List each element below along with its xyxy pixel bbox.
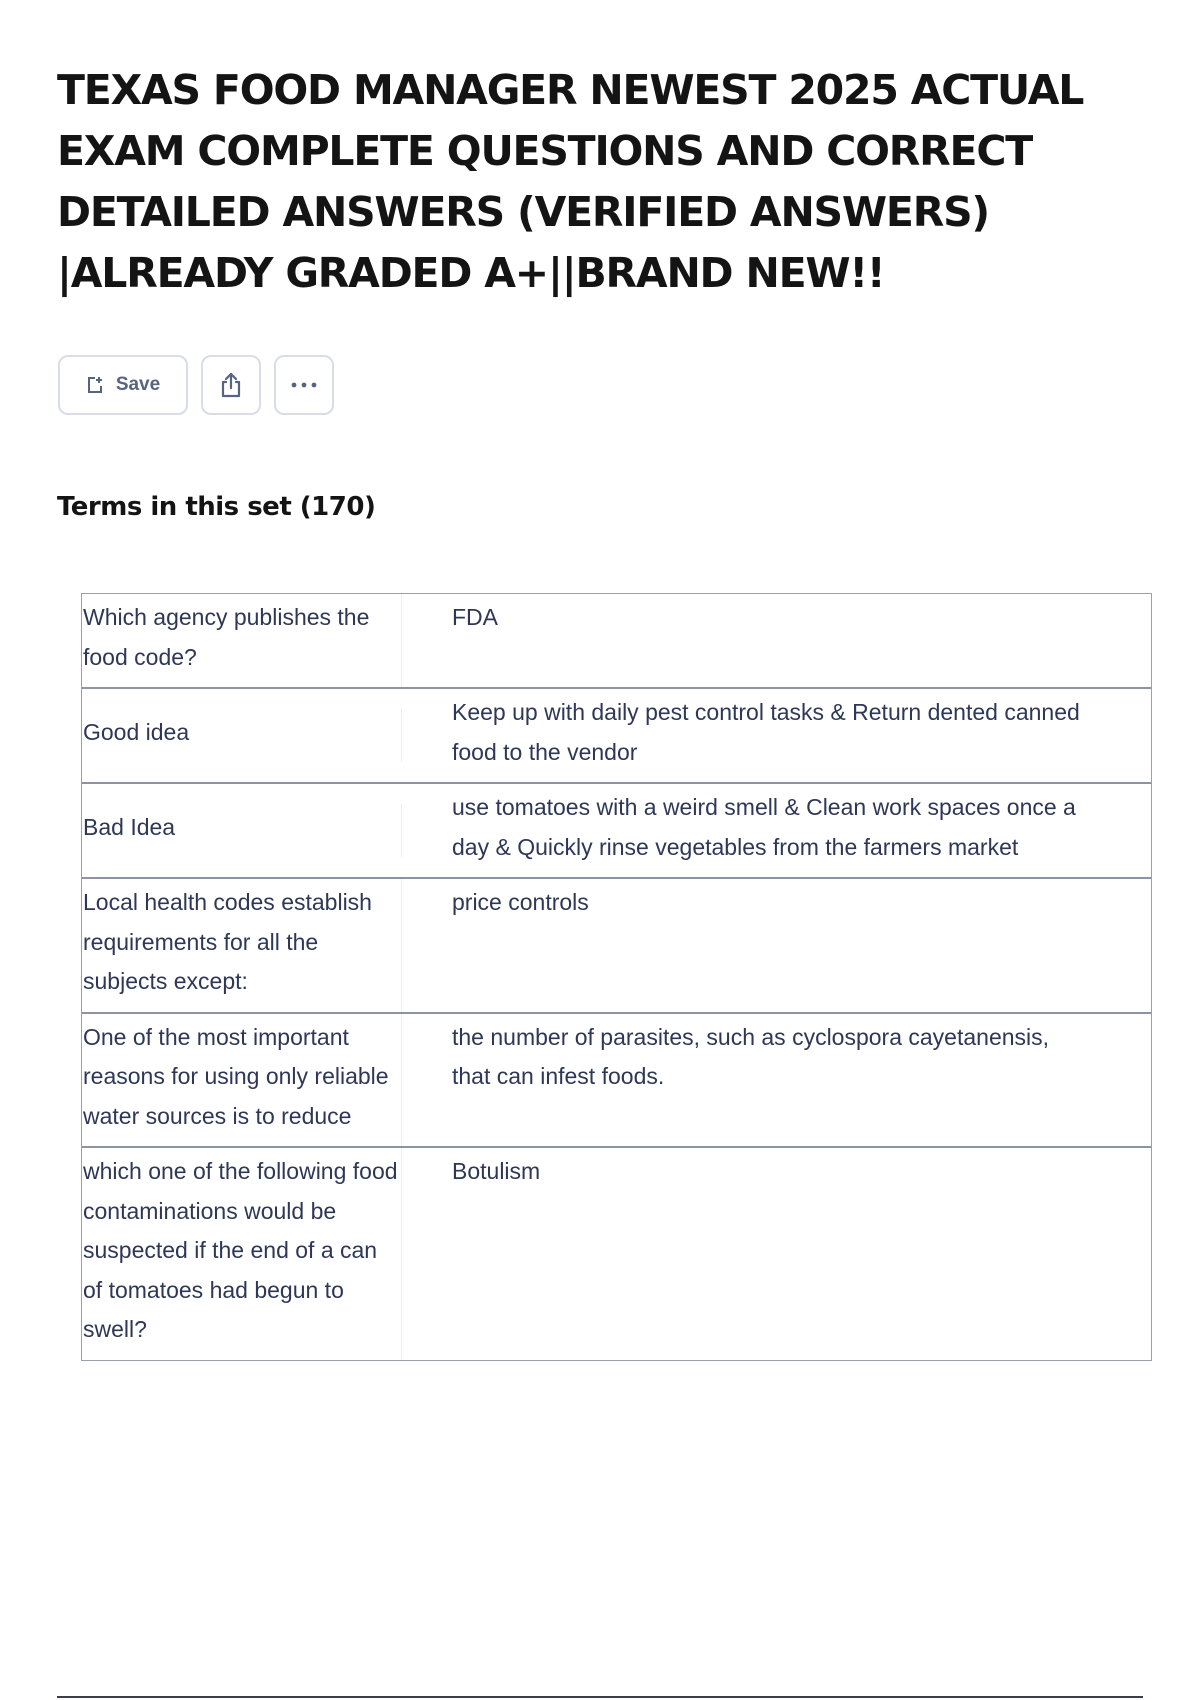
term-row — [82, 687, 1151, 782]
action-toolbar — [58, 355, 334, 415]
terms-table — [81, 593, 1152, 1361]
definition-text: the number of parasites, such as cyclospora cayetanensis, that can infest foods. — [452, 1023, 1050, 1089]
more-horizontal-icon — [290, 381, 318, 389]
definition-text: Botulism — [452, 1158, 541, 1184]
definition-text: use tomatoes with a weird smell & Clean work spaces once a day & Quickly rinse vegetables from the farmers market — [452, 794, 1076, 860]
page-title: TEXAS FOOD MANAGER NEWEST 2025 ACTUAL EXAM COMPLETE QUESTIONS AND CORRECT DETAILED ANSWERS (VERIFIED ANSWERS) |ALREADY GRADED A+||BRAND NEW!! — [57, 66, 1084, 297]
term-text: One of the most important reasons for using only reliable water sources is to reduce — [82, 1014, 402, 1147]
bookmark-add-icon — [86, 376, 104, 394]
share-icon — [217, 371, 245, 399]
term-text: which one of the following food contaminations would be suspected if the end of a can of tomatoes had begun to swell? — [82, 1148, 402, 1360]
save-button-label: Save — [115, 374, 161, 395]
term-row — [82, 1012, 1151, 1147]
footer-divider — [57, 1696, 1143, 1698]
definition-text: FDA — [452, 604, 498, 630]
term-row — [82, 1146, 1151, 1360]
term-text: Good idea — [82, 709, 402, 763]
term-row — [82, 782, 1151, 877]
more-options-button[interactable] — [274, 355, 334, 415]
save-button[interactable] — [58, 355, 188, 415]
share-button[interactable] — [201, 355, 261, 415]
term-row — [82, 594, 1151, 687]
term-text: Local health codes establish requirements for all the subjects except: — [82, 879, 402, 1012]
term-text: Which agency publishes the food code? — [82, 594, 402, 687]
term-text: Bad Idea — [82, 804, 402, 858]
terms-heading: Terms in this set (170) — [57, 492, 376, 522]
definition-text: price controls — [452, 889, 589, 915]
term-row — [82, 877, 1151, 1012]
definition-text: Keep up with daily pest control tasks & Return dented canned food to the vendor — [452, 699, 1080, 765]
